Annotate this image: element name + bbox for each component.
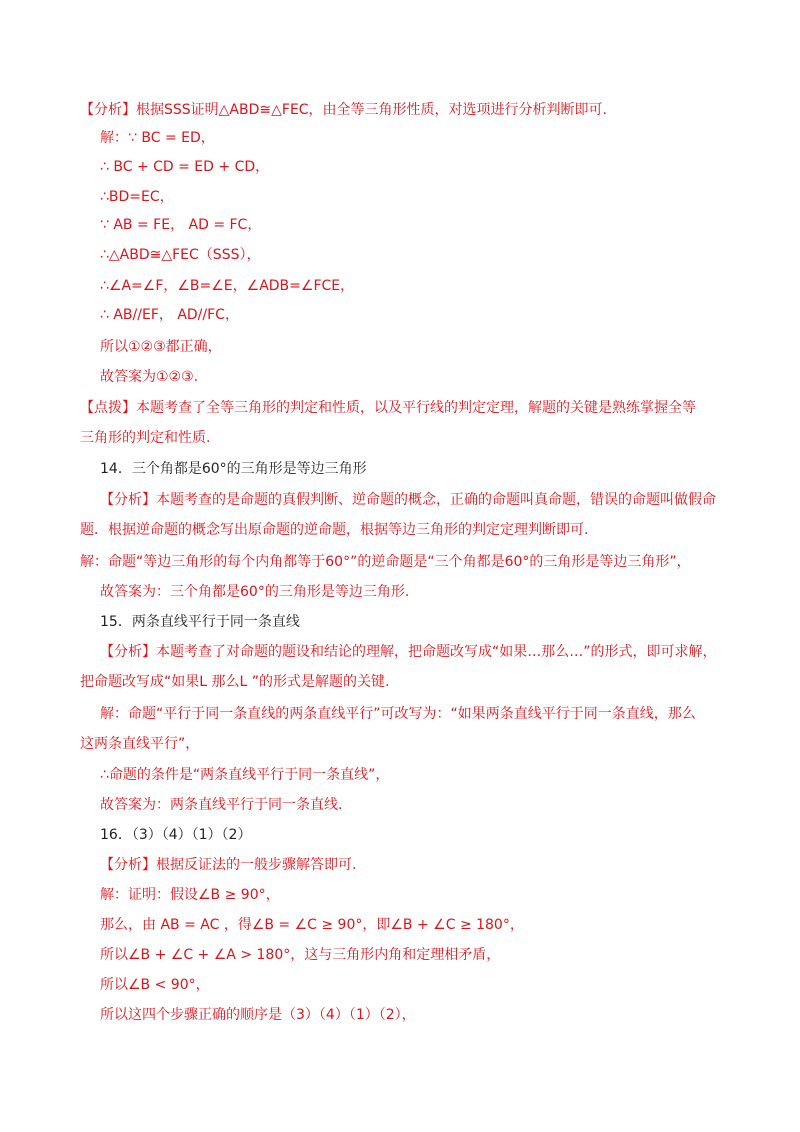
tip-paragraph: 【点拨】本题考查了全等三角形的判定和性质，以及平行线的判定定理，解题的关键是熟练掌握全等 <box>80 400 696 416</box>
solution-line: ∴△ABD≅△FEC（SSS）， <box>100 247 261 263</box>
solution-line: ∴BD=EC， <box>100 189 174 205</box>
solution-line: 故答案为：三个角都是60°的三角形是等边三角形. <box>100 584 410 600</box>
answer-14: 14．三个角都是60°的三角形是等边三角形 <box>100 461 367 477</box>
answer-16: 16．（3）（4）（1）（2） <box>100 827 252 843</box>
solution-line: 这两条直线平行”， <box>80 736 200 752</box>
solution-line: 所以∠B + ∠C + ∠A > 180°，这与三角形内角和定理相矛盾， <box>100 947 501 963</box>
analysis-paragraph-15-cont: 把命题改写成“如果ᒪ 那么ᒪ ”的形式是解题的关键. <box>80 674 390 690</box>
solution-line: ∴∠A=∠F，∠B=∠E，∠ADB=∠FCE， <box>100 278 355 294</box>
solution-line: ∴命题的条件是“两条直线平行于同一条直线”， <box>100 767 390 783</box>
solution-line: ∴ AB//EF， AD//FC， <box>100 307 239 323</box>
solution-line: 所以∠B < 90°， <box>100 977 210 993</box>
analysis-paragraph-13: 【分析】根据SSS证明△ABD≅△FEC，由全等三角形性质，对选项进行分析判断即可. <box>80 102 608 118</box>
solution-line: 所以①②③都正确， <box>100 339 222 355</box>
solution-line: ∴ BC + CD = ED + CD， <box>100 159 270 175</box>
tip-paragraph-cont: 三角形的判定和性质. <box>80 430 211 446</box>
analysis-paragraph-14: 【分析】本题考查的是命题的真假判断、逆命题的概念，正确的命题叫真命题，错误的命题叫做假命 <box>100 492 716 508</box>
solution-line: 故答案为①②③. <box>100 369 199 385</box>
solution-line: 解：∵ BC = ED， <box>100 130 215 146</box>
solution-line: 故答案为：两条直线平行于同一条直线. <box>100 797 343 813</box>
analysis-paragraph-15: 【分析】本题考查了对命题的题设和结论的理解，把命题改写成“如果…那么…”的形式，即可求解， <box>100 644 717 660</box>
solution-line: 所以这四个步骤正确的顺序是（3）（4）（1）（2）， <box>100 1007 416 1023</box>
solution-line: 解：证明：假设∠B ≥ 90°， <box>100 887 280 903</box>
analysis-paragraph-16: 【分析】根据反证法的一般步骤解答即可. <box>100 857 357 873</box>
solution-line: 解：命题“平行于同一条直线的两条直线平行”可改写为：“如果两条直线平行于同一条直线，那么 <box>100 706 696 722</box>
solution-line: 解：命题“等边三角形的每个内角都等于60°”的逆命题是“三个角都是60°的三角形是等边三角形”， <box>80 554 691 570</box>
solution-line: 那么，由 AB = AC ，得∠B = ∠C ≥ 90°，即∠B + ∠C ≥ 180°， <box>100 917 524 933</box>
analysis-paragraph-14-cont: 题．根据逆命题的概念写出原命题的逆命题，根据等边三角形的判定定理判断即可. <box>80 522 589 538</box>
answer-15: 15．两条直线平行于同一条直线 <box>100 614 300 630</box>
solution-line: ∵ AB = FE， AD = FC， <box>100 217 262 233</box>
